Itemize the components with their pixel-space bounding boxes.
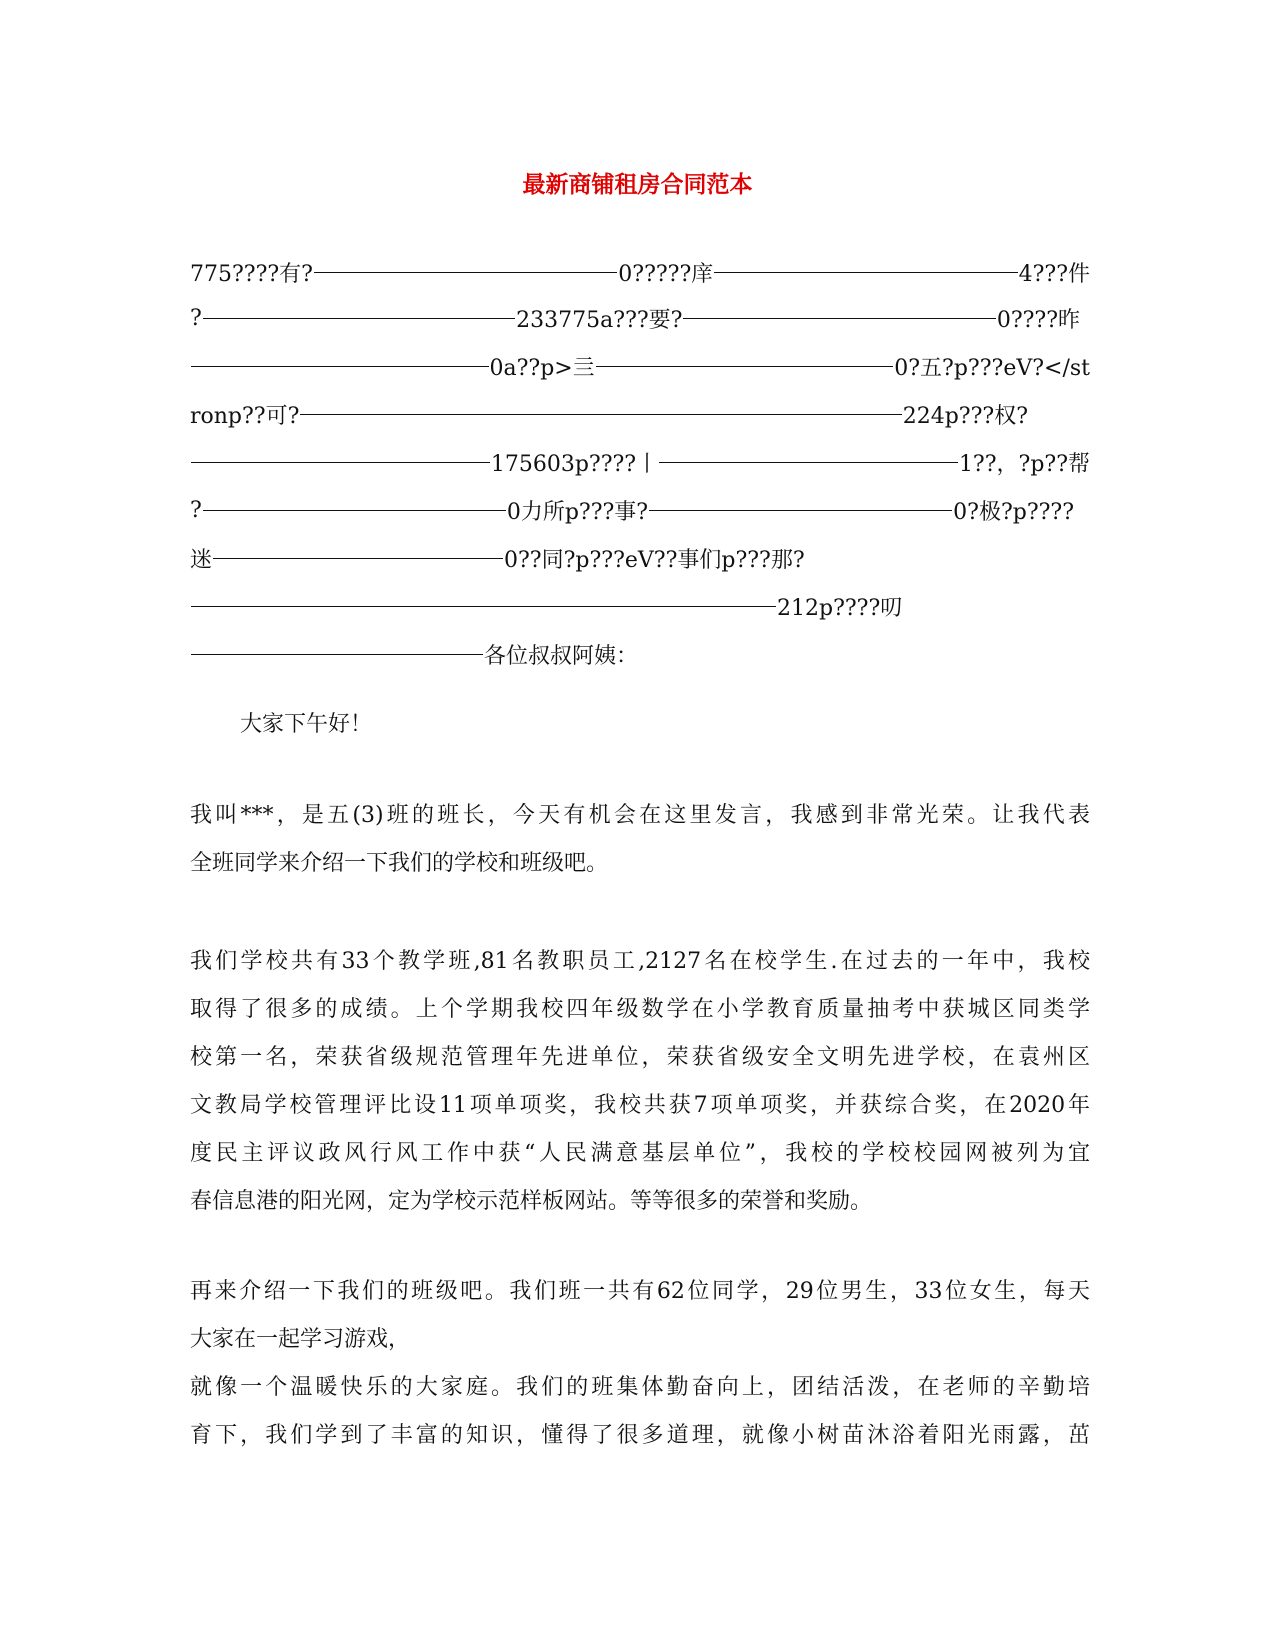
blank-rule — [203, 510, 506, 511]
garbled-text: 0????昨 — [996, 307, 1081, 333]
garbled-line — [190, 442, 1090, 482]
garbled-text: 0?????庠 — [618, 261, 714, 287]
garbled-text: ? — [190, 305, 202, 331]
blank-rule — [649, 510, 952, 511]
salutation: 各位叔叔阿姨： — [484, 643, 639, 669]
paragraph-line: 就像一个温暖快乐的大家庭。我们的班集体勤奋向上，团结活泼，在老师的辛勤培 — [190, 1375, 1090, 1400]
blank-rule — [714, 272, 1017, 273]
garbled-line — [190, 394, 1090, 434]
paragraph-line: 度民主评议政风行风工作中获“人民满意基层单位”，我校的学校校园网被列为宜 — [190, 1141, 1090, 1166]
garbled-text: ronp??可? — [190, 403, 300, 429]
garbled-text: ? — [190, 497, 202, 523]
paragraph-line: 春信息港的阳光网，定为学校示范样板网站。等等很多的荣誉和奖励。 — [190, 1189, 873, 1214]
blank-rule — [191, 606, 776, 607]
blank-rule — [683, 318, 995, 319]
garbled-text: 1??，?p??帮 — [958, 451, 1090, 477]
garbled-text: 0a??p>亖 — [489, 355, 595, 381]
paragraph-class — [190, 1268, 1090, 1460]
blank-rule — [191, 654, 483, 655]
garbled-line — [190, 538, 1090, 578]
blank-rule — [314, 272, 617, 273]
paragraph-line: 全班同学来介绍一下我们的学校和班级吧。 — [190, 851, 609, 876]
paragraph-line: 我们学校共有33个教学班,81名教职员工,2127名在校学生.在过去的一年中，我校 — [190, 949, 1090, 974]
paragraph-line: 我叫***，是五(3)班的班长，今天有机会在这里发言，我感到非常光荣。让我代表 — [190, 803, 1090, 828]
garbled-text: 0?五?p???eV?</st — [894, 355, 1090, 381]
paragraph-line: 文教局学校管理评比设11项单项奖，我校共获7项单项奖，并获综合奖，在2020年 — [190, 1093, 1090, 1118]
blank-rule — [596, 366, 894, 367]
garbled-text: 212p????叨 — [777, 595, 903, 621]
blank-rule — [213, 558, 503, 559]
garbled-text: 迷 — [190, 547, 213, 573]
paragraph-intro — [190, 792, 1090, 888]
paragraph-line: 取得了很多的成绩。上个学期我校四年级数学在小学教育质量抽考中获城区同类学 — [190, 997, 1090, 1022]
garbled-text: 4???件 — [1018, 261, 1090, 287]
blank-rule — [203, 318, 515, 319]
document-title: 最新商铺租房合同范本 — [522, 171, 753, 198]
paragraph-line: 育下，我们学到了丰富的知识，懂得了很多道理，就像小树苗沐浴着阳光雨露，茁 — [190, 1423, 1090, 1448]
garbled-text: 233775a???要? — [516, 307, 683, 333]
paragraph-school — [190, 938, 1090, 1226]
garbled-line — [190, 298, 1090, 338]
garbled-text: 224p???权? — [902, 403, 1028, 429]
paragraph-line: 再来介绍一下我们的班级吧。我们班一共有62位同学，29位男生，33位女生，每天 — [190, 1279, 1090, 1304]
garbled-text: 0??同?p???eV??事们p???那? — [504, 547, 805, 573]
garbled-line — [190, 346, 1090, 386]
garbled-line — [190, 490, 1090, 530]
blank-rule — [191, 462, 490, 463]
garbled-text: 775????有? — [190, 261, 313, 287]
garbled-text: 0力所p???事? — [506, 499, 649, 525]
greeting: 大家下午好！ — [240, 712, 373, 737]
paragraph-line: 大家在一起学习游戏， — [190, 1327, 411, 1352]
paragraph-line: 校第一名，荣获省级规范管理年先进单位，荣获省级安全文明先进学校，在袁州区 — [190, 1045, 1090, 1070]
blank-rule — [300, 414, 901, 415]
garbled-line — [190, 252, 1090, 292]
garbled-line — [190, 634, 1090, 674]
garbled-text: 175603p????丨 — [490, 451, 659, 477]
garbled-line — [190, 586, 1090, 626]
blank-rule — [659, 462, 958, 463]
blank-rule — [191, 366, 489, 367]
garbled-text: 0?极?p???? — [953, 499, 1075, 525]
